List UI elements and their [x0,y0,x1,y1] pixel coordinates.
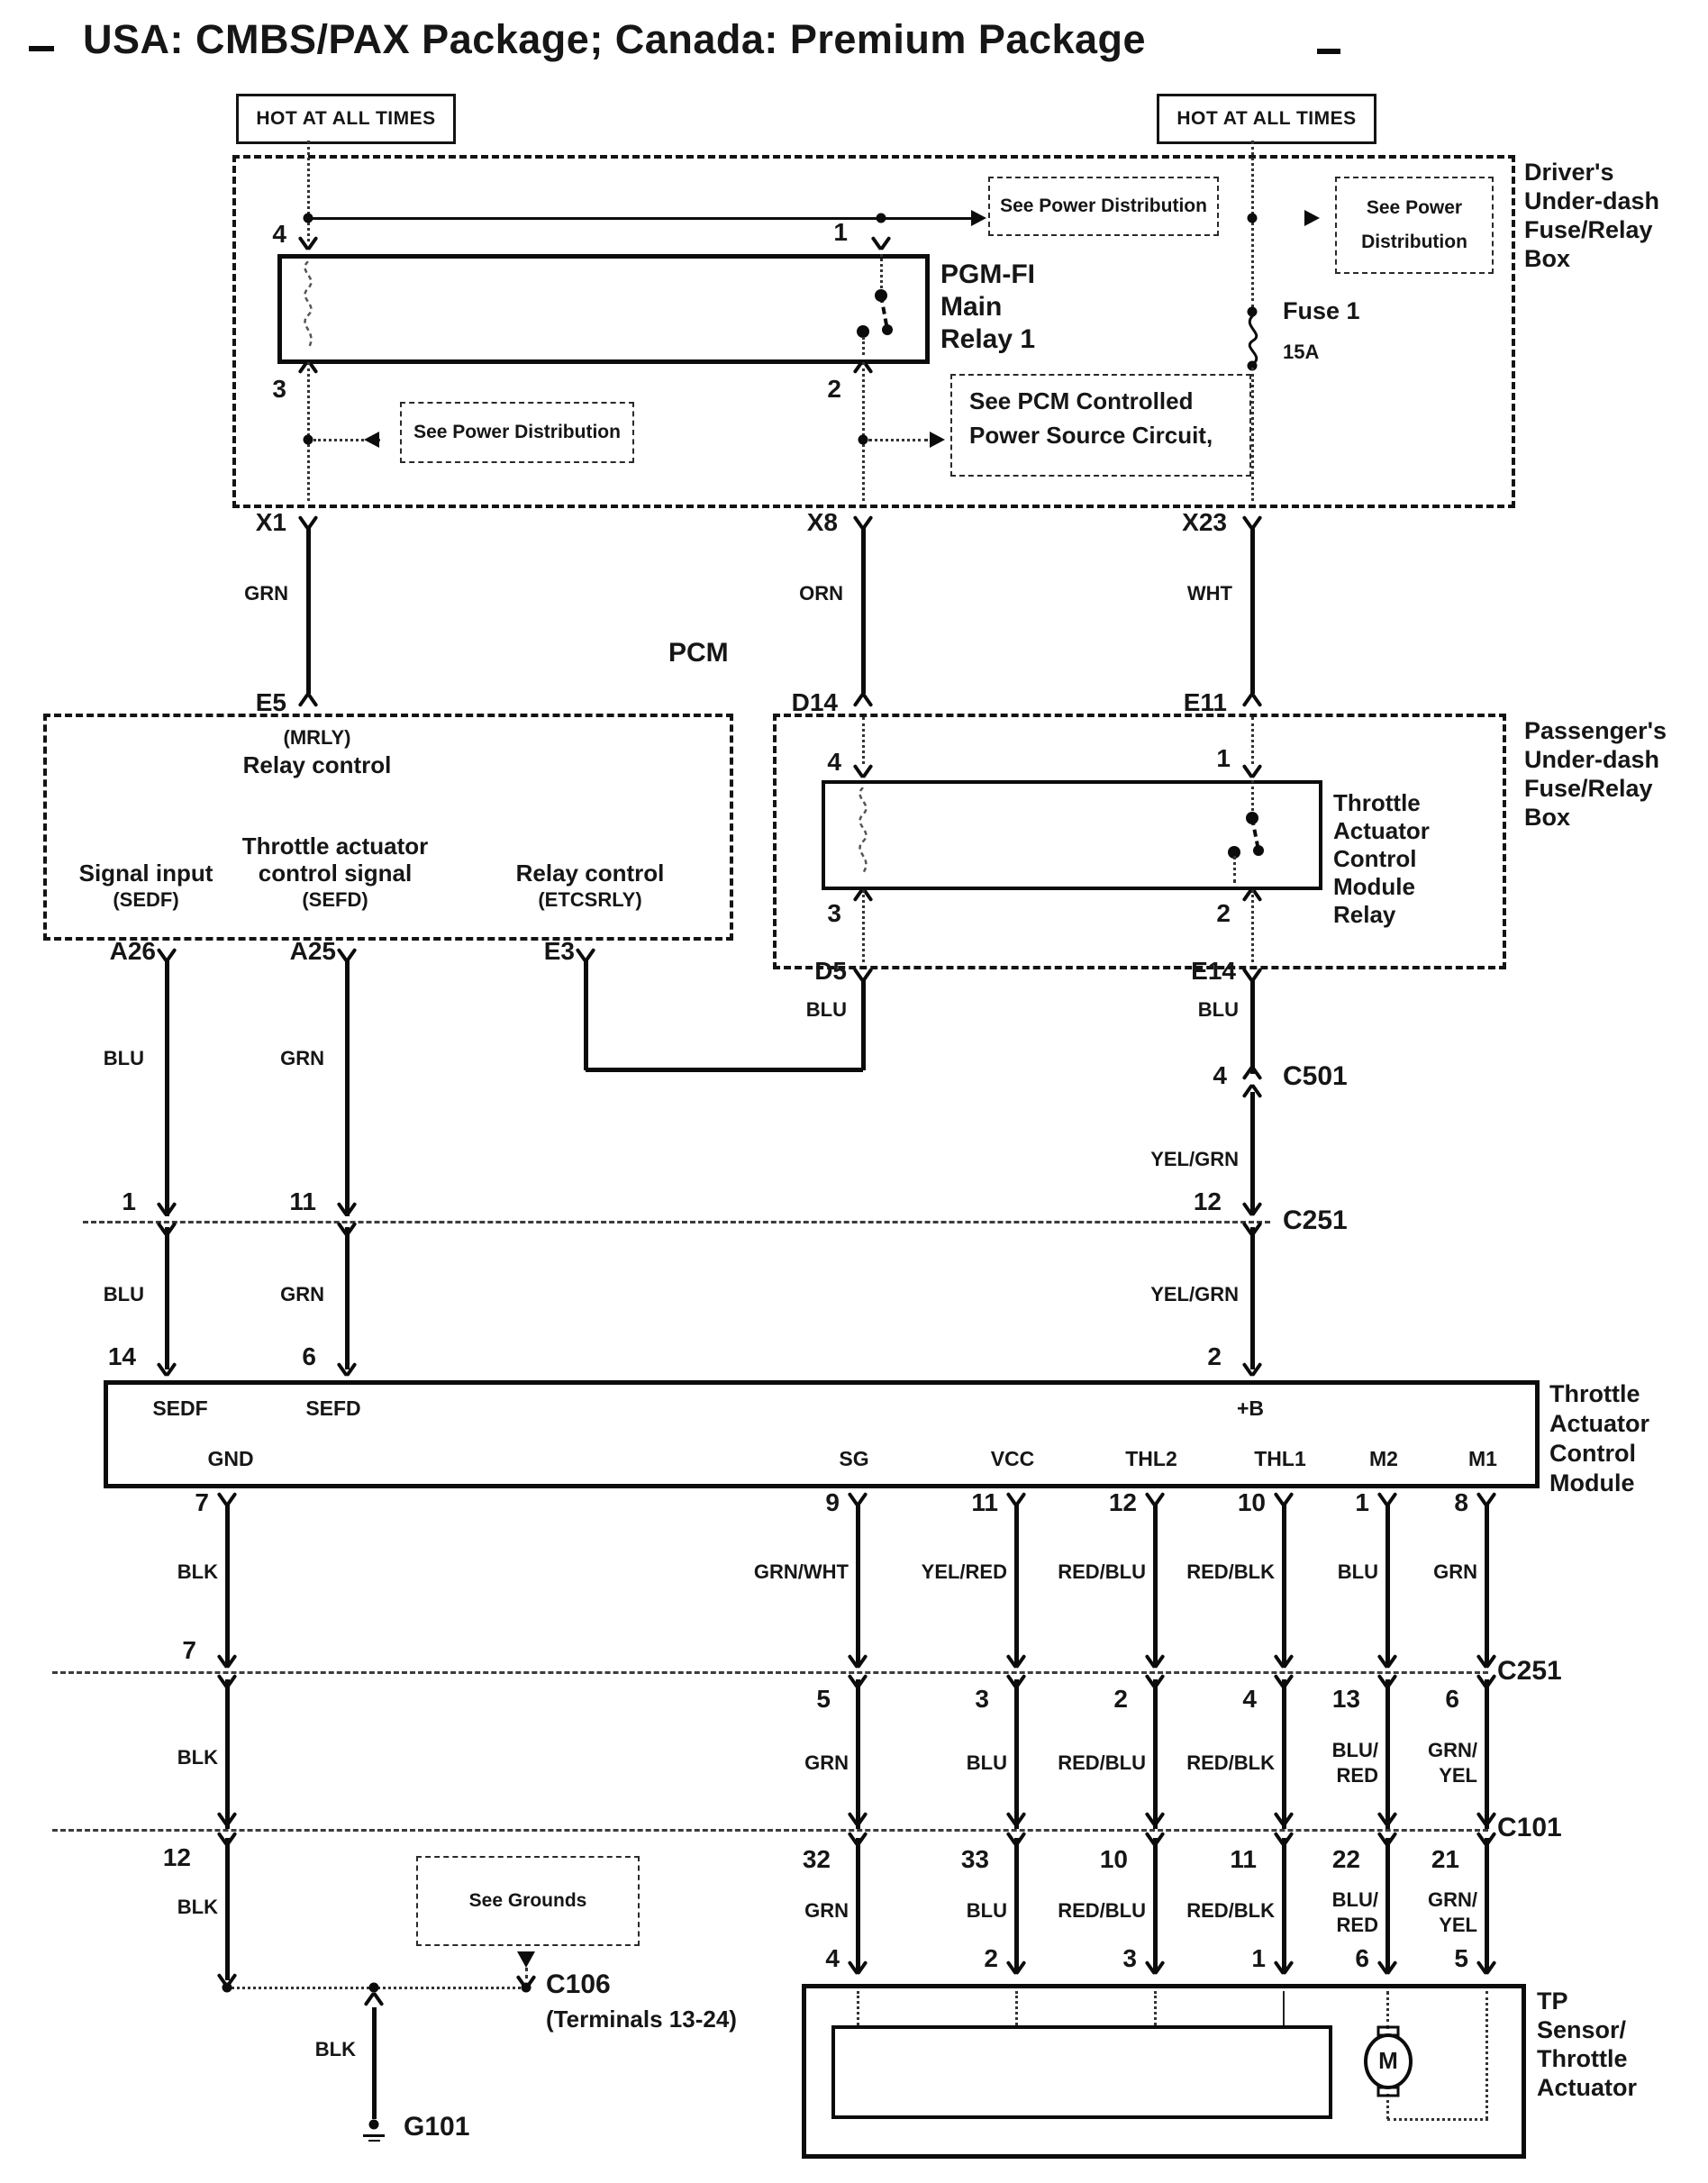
wire-e3-down [584,959,588,1070]
c-thl2-3: RED/BLU [1058,1899,1146,1922]
wire-x1-e5 [306,526,311,694]
fuse1-rating: 15A [1283,341,1320,363]
relay2-name-2: Actuator [1333,817,1430,844]
pcm-rly-label: Relay control [515,860,665,887]
pin-vcc: 11 [971,1488,998,1516]
e11-connector [1240,694,1264,707]
c-sg-2: GRN [804,1751,849,1774]
c251-upper-line [83,1221,1270,1223]
w-m1-1 [1485,1503,1489,1665]
y-thl1-c101a [1272,1812,1295,1825]
a25-module-conn [335,1362,359,1376]
y-gnd-c251a [215,1654,239,1668]
junction-pin2 [859,435,868,445]
junction-pin3 [304,435,313,445]
see-grounds-box [416,1856,640,1946]
p-vcc-c251: 3 [975,1685,989,1713]
g101-hatch-2 [368,2140,380,2142]
g101-terminal [369,2120,379,2130]
relay2-pin1-connector [1240,764,1264,778]
w-vcc-1 [1014,1503,1019,1665]
module-gnd: GND [207,1447,254,1470]
junction-c106 [522,1983,531,1993]
a25-color-upper: GRN [280,1047,324,1069]
tp-pin-thl2: 3 [1122,1944,1137,1972]
relay1-pin4-connector [296,236,320,250]
tp-pin-sg: 4 [825,1944,840,1972]
c-sg-1: GRN/WHT [753,1560,849,1583]
c-sg-3: GRN [804,1899,849,1922]
junction-pin4-top [304,214,313,223]
w-thl2-1 [1153,1503,1158,1665]
d5-label: D5 [814,957,847,985]
c-m2-2a: BLU/ [1331,1739,1378,1761]
pcm-sig-code: (SEDF) [113,888,179,911]
c-m1-3a: GRN/ [1428,1888,1477,1911]
wire-a26-upper [165,959,169,1216]
c251-upper-label: C251 [1283,1205,1348,1235]
a25-label: A25 [289,937,336,965]
tp-pin-vcc: 2 [984,1944,998,1972]
wire-pin3-down [307,362,310,501]
p-thl2-c101: 10 [1099,1845,1128,1873]
tp-dash-thl2 [1154,1991,1157,2025]
wire-x23-color: WHT [1186,582,1232,605]
see-power-distribution-right-box [1335,177,1494,274]
y-vcc-c101a [1004,1812,1028,1825]
wire-pin2-e14 [1251,890,1254,962]
module-sg: SG [839,1447,869,1470]
arrow-to-power-right [1304,210,1320,226]
tp-line-thl1 [1283,1991,1285,2025]
y-vcc-c251a [1004,1654,1028,1668]
grounds-arrow-down [517,1951,535,1968]
tp-conn-m2 [1376,1960,1399,1974]
c501-connector-top [1240,1067,1264,1080]
tp-dash-vcc [1015,1991,1018,2025]
e14-label: E14 [1191,957,1236,985]
c-vcc-2: BLU [966,1751,1007,1774]
page-title: USA: CMBS/PAX Package; Canada: Premium Package [83,16,1147,62]
hot-at-all-times-right [1157,94,1376,144]
x8-label: X8 [806,508,838,536]
pass-box-label-4: Box [1524,804,1571,831]
module-name-1: Throttle [1549,1380,1640,1407]
a25-c251-conn-a [335,1202,359,1215]
pin-m2: 1 [1355,1488,1369,1516]
fuse1-name: Fuse 1 [1283,297,1360,324]
a26-c251-pin: 1 [122,1187,136,1215]
pass-box-label-1: Passenger's [1524,717,1667,744]
w-sg-2 [856,1679,860,1829]
a26-c251-conn-a [155,1202,178,1215]
module-sedf: SEDF [152,1396,208,1420]
e5-connector [296,694,320,707]
junction-pin1-top [877,214,886,223]
pin-gnd: 7 [195,1488,209,1516]
drivers-box-label-2: Under-dash [1524,187,1660,214]
see-pcm-label-1: See PCM Controlled [969,387,1194,414]
hot-at-all-times-left [236,94,456,144]
see-power-top-label: See Power Distribution [1000,196,1207,217]
g101-label: G101 [404,2112,470,2142]
see-grounds-label: See Grounds [468,1890,587,1912]
y-thl2-c251a [1143,1654,1167,1668]
relay2-pin2-label: 2 [1216,899,1231,927]
relay1-switch [845,287,908,348]
wire-a26-lower [165,1227,169,1369]
see-power-right-label-2: Distribution [1361,232,1467,252]
c-m2-2b: RED [1336,1764,1378,1787]
wire-d5-down [861,978,866,1070]
relay1-pin1-connector [869,236,893,250]
drivers-box-label-4: Box [1524,245,1571,272]
e14-color-1: BLU [1197,998,1239,1021]
c-gnd-3: BLK [177,1896,218,1918]
module-name-3: Control [1549,1440,1636,1467]
pcm-sig-label: Signal input [78,860,214,887]
arrow-to-power-top [971,210,986,226]
y-gnd-c101a [215,1812,239,1825]
tp-conn-vcc [1004,1960,1028,1974]
w-gnd-1 [225,1503,230,1665]
y-m2-c101a [1376,1812,1399,1825]
tp-conn-thl2 [1143,1960,1167,1974]
junction-x23-top [1248,214,1258,223]
c106-label: C106 [546,1969,611,1999]
p-thl1-c251: 4 [1242,1685,1257,1713]
g101-wire-color: BLK [314,2038,356,2060]
pass-box-label-3: Fuse/Relay [1524,775,1653,802]
tp-name-4: Actuator [1537,2074,1638,2101]
p-sg-c101: 32 [802,1845,831,1873]
y-thl2-c101a [1143,1812,1167,1825]
c-gnd-1: BLK [177,1560,218,1583]
see-pcm-label-2: Power Source Circuit, [969,422,1213,449]
a25-c251-pin: 11 [289,1187,316,1215]
pass-box-label-2: Under-dash [1524,746,1660,773]
e3-label: E3 [543,937,575,965]
c101-label: C101 [1497,1813,1562,1842]
tp-conn-m1 [1475,1960,1498,1974]
c501-pin-label: 4 [1213,1061,1227,1089]
c-m1-2b: YEL [1439,1764,1477,1787]
relay2-pin3-label: 3 [827,899,841,927]
relay2-name-5: Relay [1333,901,1396,928]
module-sefd: SEFD [305,1396,361,1420]
a26-label: A26 [109,937,156,965]
wire-e14-down [1250,978,1255,1074]
e14-c251-pin: 12 [1193,1187,1222,1215]
fuse1-element [1240,314,1267,366]
wire-x1-color: GRN [244,582,288,605]
c-m1-1: GRN [1433,1560,1477,1583]
w-gnd-3 [225,1838,230,1980]
c-thl2-1: RED/BLU [1058,1560,1146,1583]
arrow-power-bottom [364,432,379,448]
a26-color-lower: BLU [103,1283,144,1305]
wire-e14-yelgrn-1 [1250,1092,1255,1214]
relay2-switch-stub-bot [1233,856,1236,883]
wire-x8-color: ORN [799,582,843,605]
relay2-pin4-connector [851,764,875,778]
wire-pin2-ref [868,439,928,441]
wire-e11-pin1 [1251,717,1254,764]
see-power-distribution-bottom-box [400,402,634,463]
wire-e3-d5-link [586,1068,863,1072]
pcm-mrly-code: (MRLY) [283,726,351,749]
wire-hot-right-drop [1251,141,1254,308]
see-power-distribution-top-box [988,177,1219,236]
c-thl1-1: RED/BLK [1186,1560,1275,1583]
wire-x23-e11 [1250,526,1255,694]
wire-pin2-down [862,362,865,501]
tp-conn-thl1 [1272,1960,1295,1974]
y-m1-c251a [1475,1654,1498,1668]
c251-label: C251 [1497,1656,1562,1686]
relay1-pin4-label: 4 [272,220,286,248]
tp-name-1: TP [1537,1987,1568,2015]
d14-connector [851,694,875,707]
a26-color-upper: BLU [103,1047,144,1069]
module-thl1: THL1 [1254,1447,1306,1470]
c-m2-3a: BLU/ [1331,1888,1378,1911]
relay1-name-3: Relay 1 [940,324,1036,354]
p-gnd-c251: 7 [182,1636,196,1664]
relay1-name-1: PGM-FI [940,259,1035,289]
tp-dash-sg [857,1991,859,2025]
c106-terminals-label: (Terminals 13-24) [546,2006,737,2033]
wire-d14-pin4 [862,717,865,764]
pcm-label: PCM [668,638,729,668]
wire-pin3-d5 [862,890,865,962]
w-m2-1 [1385,1503,1390,1665]
w-sg-3 [856,1838,860,1973]
p-m2-c101: 22 [1331,1845,1360,1873]
y-thl1-c251a [1272,1654,1295,1668]
relay1-pin1-label: 1 [833,218,848,246]
wire-e14-lower [1250,1227,1255,1369]
relay1-pin3-label: 3 [272,375,286,403]
a26-module-conn [155,1362,178,1376]
tp-sensor-inner-box [831,2025,1332,2119]
title-dash-left [29,46,54,51]
pcm-tac-code: (SEFD) [302,888,368,911]
a25-color-lower: GRN [280,1283,324,1305]
c-m2-3b: RED [1336,1914,1378,1936]
p-m1-c101: 21 [1431,1845,1459,1873]
e14-module-pin: 2 [1207,1342,1222,1370]
y-m1-c101a [1475,1812,1498,1825]
x23-label: X23 [1182,508,1227,536]
relay1-switch-stub-bot [862,337,865,355]
module-m1: M1 [1468,1447,1497,1470]
hot-left-label: HOT AT ALL TIMES [256,108,436,129]
e14-module-conn [1240,1362,1264,1376]
wire-hot-left-drop [307,141,310,241]
wire-a25-upper [345,959,350,1216]
relay2-name-4: Module [1333,873,1415,900]
junction-g101-branch [369,1983,379,1993]
title-dash-right [1317,49,1340,54]
tp-name-2: Sensor/ [1537,2016,1627,2043]
c-m2-1: BLU [1337,1560,1378,1583]
e5-label: E5 [255,688,286,716]
pcm-tac-label-1: Throttle actuator [241,832,429,860]
pin-thl1: 10 [1237,1488,1266,1516]
e14-color-2: YEL/GRN [1150,1148,1239,1170]
w-gnd-2 [225,1679,230,1829]
p-gnd-c101: 12 [162,1843,191,1871]
p-thl1-c101: 11 [1230,1845,1257,1873]
relay1-box [277,254,930,364]
pcm-rly-code: (ETCSRLY) [538,888,642,911]
g101-hatch-1 [363,2134,385,2137]
c-m1-2a: GRN/ [1428,1739,1477,1761]
relay1-pin2-label: 2 [827,375,841,403]
c-m1-3b: YEL [1439,1914,1477,1936]
junction-gnd-col [223,1983,232,1993]
g101-branch-conn [362,1993,386,2006]
c-thl1-3: RED/BLK [1186,1899,1275,1922]
d5-color: BLU [805,998,847,1021]
c501-label: C501 [1283,1061,1348,1091]
d14-label: D14 [791,688,838,716]
wire-x8-d14 [861,526,866,694]
y-sg-c101a [846,1812,869,1825]
p-sg-c251: 5 [816,1685,831,1713]
e11-label: E11 [1183,688,1227,716]
y-sg-c251a [846,1654,869,1668]
wire-a25-lower [345,1227,350,1369]
tp-conn-sg [846,1960,869,1974]
tp-pin-m2: 6 [1355,1944,1369,1972]
module-thl2: THL2 [1125,1447,1177,1470]
x1-label: X1 [255,508,286,536]
p-m2-c251: 13 [1331,1685,1360,1713]
tp-pin-m1: 5 [1454,1944,1468,1972]
tp-name-3: Throttle [1537,2045,1628,2072]
c-vcc-3: BLU [966,1899,1007,1922]
see-power-right-label-1: See Power [1366,197,1463,219]
c-thl2-2: RED/BLU [1058,1751,1146,1774]
pin-thl2: 12 [1108,1488,1137,1516]
tp-dash-motor-link [1387,2118,1488,2121]
pcm-mrly-label: Relay control [242,751,392,778]
module-m2: M2 [1369,1447,1398,1470]
arrow-pcm-circuit [930,432,945,448]
p-thl2-c251: 2 [1113,1685,1128,1713]
relay1-name-2: Main [940,292,1003,322]
hot-right-label: HOT AT ALL TIMES [1177,108,1357,129]
relay2-pin4-label: 4 [827,748,841,776]
a26-module-pin: 14 [107,1342,136,1370]
relay2-name-1: Throttle [1333,789,1421,816]
pin-m1: 8 [1454,1488,1468,1516]
w-m1-2 [1485,1679,1489,1829]
relay2-coil [850,787,876,876]
module-plus-b: +B [1236,1396,1265,1420]
relay2-pin1-label: 1 [1216,744,1231,772]
pin-sg: 9 [825,1488,840,1516]
tp-pin-thl1: 1 [1251,1944,1266,1972]
pcm-tac-label-2: control signal [258,860,413,887]
wire-g101 [372,2007,377,2119]
see-power-bottom-label: See Power Distribution [413,422,621,443]
p-m1-c251: 6 [1445,1685,1459,1713]
e14-color-3: YEL/GRN [1150,1283,1239,1305]
relay1-coil [295,261,321,351]
wire-fuse1-down [1251,368,1254,501]
wire-top-distribution [308,217,973,220]
module-name-2: Actuator [1549,1410,1650,1437]
w-sg-1 [856,1503,860,1665]
w-thl1-1 [1282,1503,1286,1665]
module-vcc: VCC [990,1447,1035,1470]
p-vcc-c101: 33 [960,1845,989,1873]
module-name-4: Module [1549,1469,1635,1496]
drivers-box-label-1: Driver's [1524,159,1614,186]
tp-dash-m1 [1485,1991,1488,2119]
e14-c251-conn-a [1240,1202,1264,1215]
relay2-name-3: Control [1333,845,1417,872]
motor-letter: M [1378,2047,1398,2074]
c-gnd-2: BLK [177,1746,218,1769]
y-m2-c251a [1376,1654,1399,1668]
drivers-box-label-3: Fuse/Relay [1524,216,1653,243]
relay2-switch [1216,809,1279,869]
c-thl1-2: RED/BLK [1186,1751,1275,1774]
w-m1-3 [1485,1838,1489,1973]
a25-module-pin: 6 [302,1342,316,1370]
c-vcc-1: YEL/RED [921,1560,1007,1583]
